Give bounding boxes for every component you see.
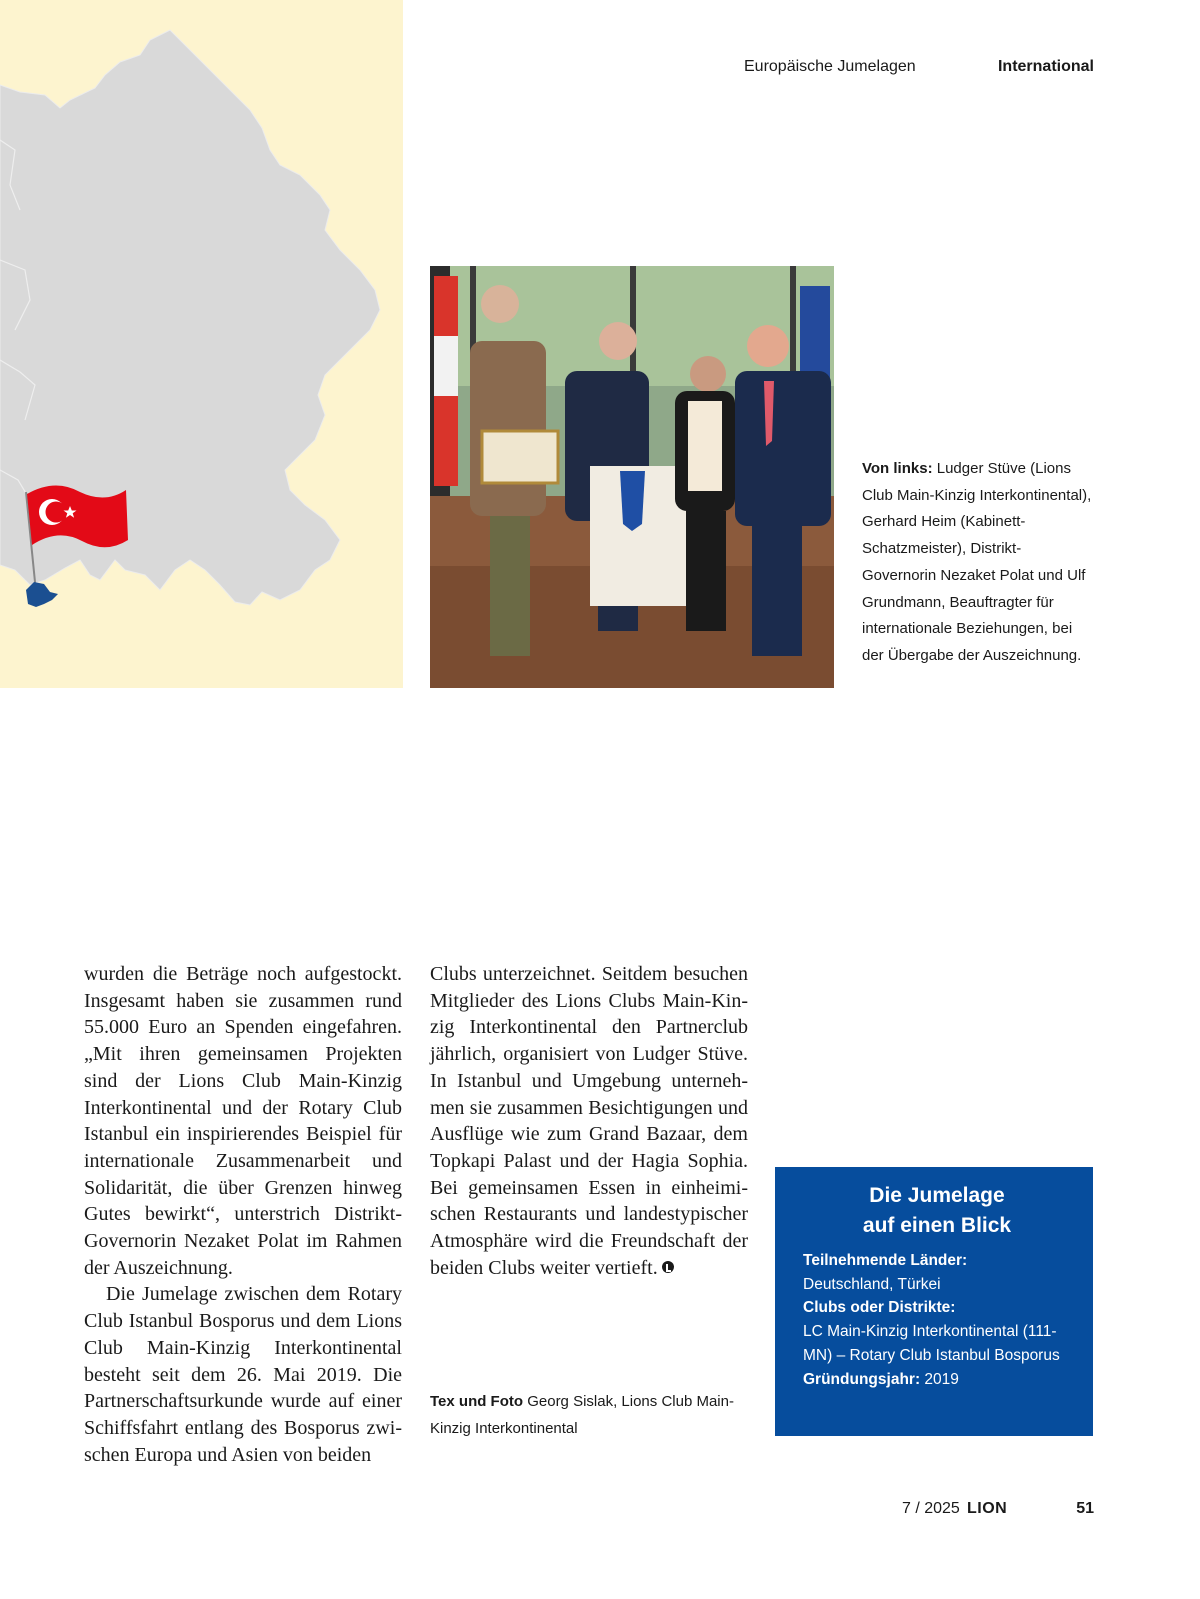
clubs-label: Clubs oder Distrikte: [803, 1299, 956, 1317]
article-column-1 [84, 961, 402, 1468]
caption-lead: Von links: [862, 460, 933, 477]
article-column-2 [430, 961, 748, 1281]
end-of-article-icon [662, 1261, 674, 1273]
running-header [700, 58, 1094, 80]
issue-number: 7 / 2025 [902, 1500, 960, 1517]
countries-label: Teilnehmende Länder: [803, 1252, 968, 1269]
author-credit [430, 1389, 750, 1442]
credit-label: Tex und Foto [430, 1393, 524, 1410]
info-box-title-line1: Die Jumelage [869, 1184, 1005, 1207]
founded-row [803, 1368, 1071, 1392]
map-illustration [0, 0, 403, 688]
caption-text: Ludger Stüve (Lions Club Main-Kinzig Interkontinental), Gerhard Heim (Kabinett-Schatzmeister), Distrikt-Governorin Nezaket Polat und Ulf Grundmann, Beauftragter für internationale Beziehungen, bei der Übergabe der Auszeichnung. [862, 460, 1092, 664]
flag-crescent-inner [46, 502, 67, 523]
photo-illustration [430, 266, 834, 688]
info-box-title [803, 1181, 1071, 1241]
category-title: International [997, 58, 1094, 75]
article-text: Clubs unterzeichnet. Seitdem besuchen Mitglieder des Lions Clubs Main-Kinzig Interkontinental den Partnerclub jährlich, organisiert von Ludger Stüve. In Istanbul und Umgebung unternehmen sie zusammen Besichtigungen und Ausflüge wie zum Grand Bazaar, dem Topkapi Palast und der Hagia Sophia. Bei gemeinsamen Essen in einheimischen Restaurants und landestypischer Atmosphäre wird die Freundschaft der beiden Clubs weiter vertieft. [430, 963, 748, 1279]
info-box-title-line2: auf einen Blick [862, 1214, 1012, 1237]
founded-value: 2019 [920, 1370, 959, 1388]
clubs-value: LC Main-Kinzig Interkontinental (111-MN) – Rotary Club Istanbul Bosporus [803, 1323, 1060, 1364]
page-footer [860, 1498, 1094, 1520]
founded-label: Gründungsjahr: [803, 1370, 921, 1388]
article-paragraph: Die Jumelage zwischen dem Rotary Club Istanbul Bosporus und dem Lions Club Main-Kinzig Interkontinental besteht seit dem 26. Mai 2019. Die Partnerschaftsurkunde wurde auf einer Schiffsfahrt entlang des Bosporus zwischen Europa und Asien von beiden [84, 1283, 402, 1466]
info-box [775, 1167, 1093, 1436]
section-title: Europäische Jumelagen [744, 58, 916, 75]
page-number: 51 [1076, 1500, 1094, 1517]
article-paragraph: wurden die Beträge noch aufgestockt. Insgesamt haben sie zusammen rund 55.000 Euro an Spenden eingefahren. „Mit ihren gemeinsamen Projekten sind der Lions Club Main-Kinzig Interkontinental und der Rotary Club Istanbul ein inspirierendes Beispiel für internationale Zusammenarbeit und Solidarität, die über Grenzen hinweg Gutes bewirkt“, unterstrich Distrikt-Governorin Nezaket Polat im Rahmen der Auszeichnung. [84, 963, 402, 1279]
credit-text: Georg Sislak, Lions Club Main-Kinzig Interkontinental [430, 1393, 734, 1437]
countries-value: Deutschland, Türkei [803, 1275, 941, 1293]
map-svg [0, 0, 403, 688]
article-paragraph [430, 961, 748, 1281]
photo-caption [862, 456, 1094, 670]
magazine-name: LION [967, 1500, 1008, 1517]
award-photo [430, 266, 834, 688]
